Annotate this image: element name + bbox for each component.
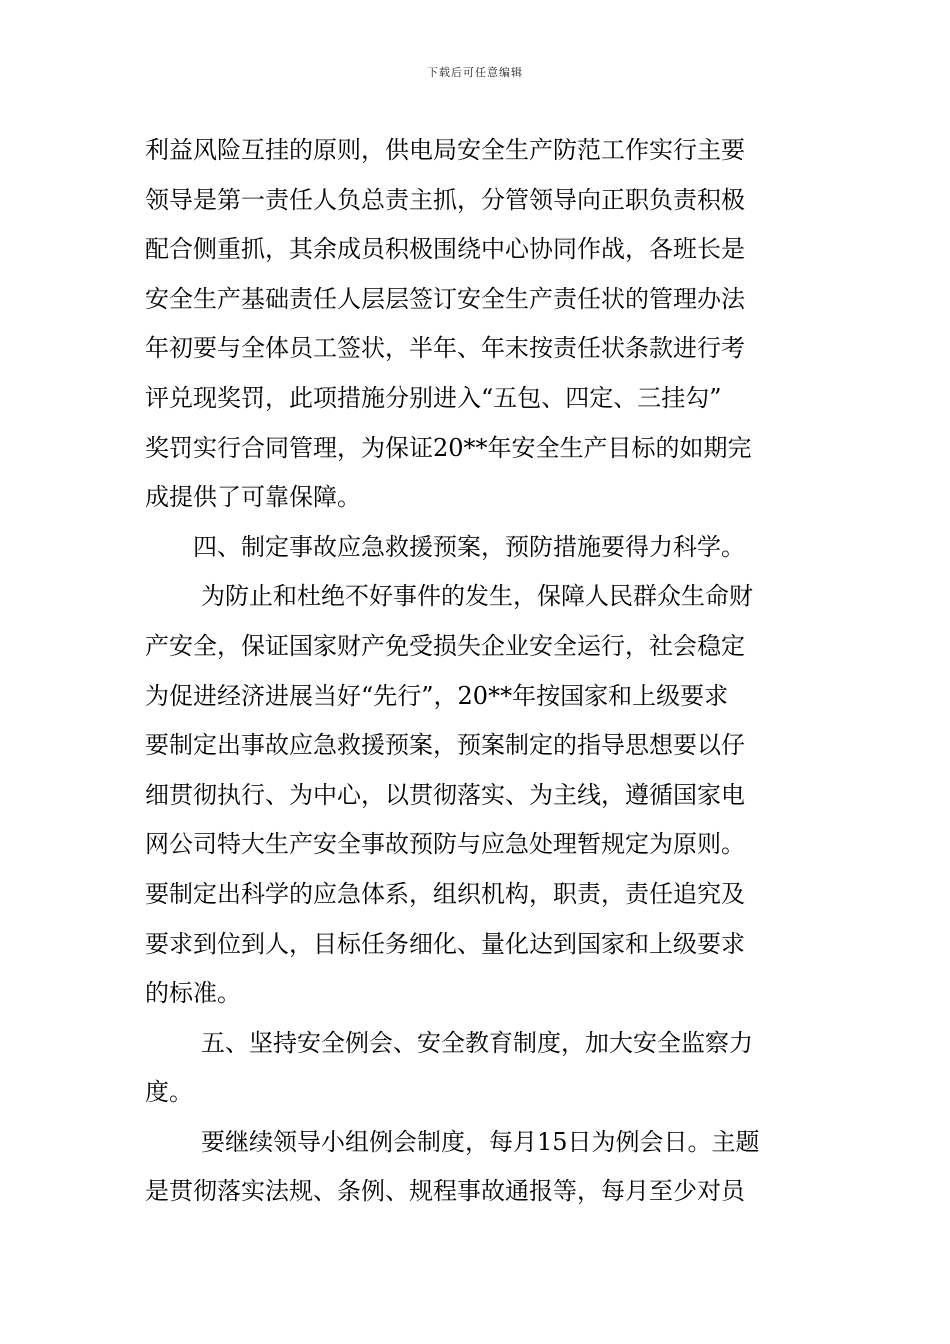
text-line: 评兑现奖罚，此项措施分别进入“五包、四定、三挂勾”	[145, 383, 722, 412]
text-line: 配合侧重抓，其余成员积极围绕中心协同作战，各班长是	[145, 235, 745, 264]
section-heading-4: 四、制定事故应急救援预案，预防措施要得力科学。	[193, 532, 745, 561]
text-line: 利益风险互挂的原则，供电局安全生产防范工作实行主要	[145, 136, 745, 164]
text-line: 的标准。	[145, 979, 241, 1008]
paragraph-start: 要继续领导小组例会制度，每月15日为例会日。主题	[201, 1127, 760, 1156]
text-line: 网公司特大生产安全事故预防与应急处理暂规定为原则。	[145, 830, 745, 859]
page-header-note: 下载后可任意编辑	[427, 66, 523, 79]
text-line: 奖罚实行合同管理，为保证20**年安全生产目标的如期完	[145, 433, 752, 462]
text-line: 成提供了可靠保障。	[145, 483, 361, 512]
text-line: 安全生产基础责任人层层签订安全生产责任状的管理办法	[145, 284, 745, 313]
text-line: 度。	[145, 1078, 193, 1107]
text-line: 年初要与全体员工签状，半年、年末按责任状条款进行考	[145, 334, 745, 363]
text-line: 要求到位到人，目标任务细化、量化达到国家和上级要求	[145, 929, 745, 958]
text-line: 产安全，保证国家财产免受损失企业安全运行，社会稳定	[145, 631, 745, 660]
paragraph-start: 为防止和杜绝不好事件的发生，保障人民群众生命财	[201, 582, 753, 611]
document-body	[145, 126, 810, 1217]
section-heading-5: 五、坚持安全例会、安全教育制度，加大安全监察力	[201, 1028, 753, 1057]
text-line: 要制定出科学的应急体系，组织机构，职责，责任追究及	[145, 879, 745, 908]
text-line: 领导是第一责任人负总责主抓，分管领导向正职负责积极	[145, 185, 745, 214]
text-line: 要制定出事故应急救援预案，预案制定的指导思想要以仔	[145, 731, 745, 760]
text-line: 是贯彻落实法规、条例、规程事故通报等，每月至少对员	[145, 1177, 745, 1206]
text-line: 细贯彻执行、为中心，以贯彻落实、为主线，遵循国家电	[145, 780, 745, 809]
text-line: 为促进经济进展当好“先行”，20**年按国家和上级要求	[145, 681, 729, 710]
